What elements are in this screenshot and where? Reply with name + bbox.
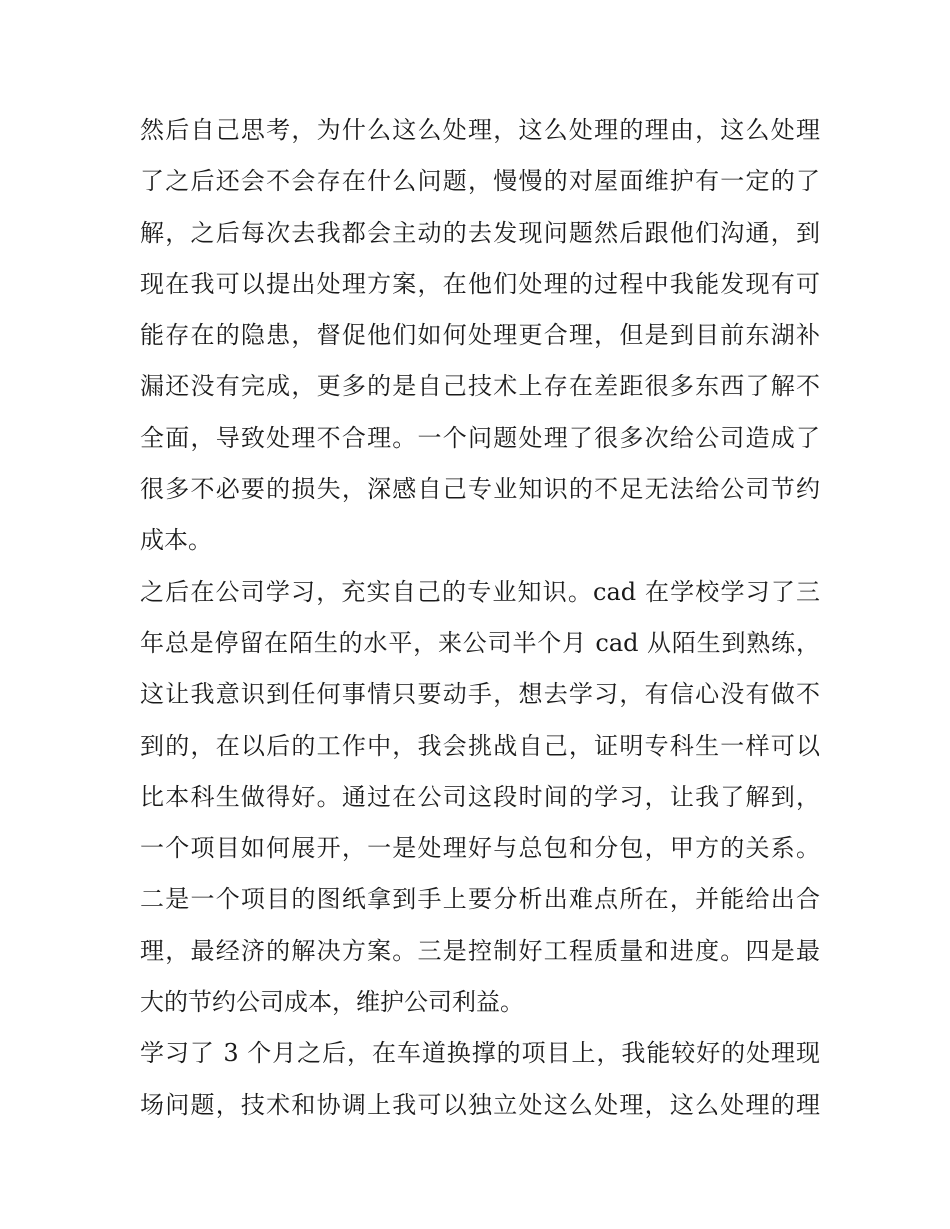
text-line: 比本科生做得好。通过在公司这段时间的学习，让我了解到， — [140, 782, 820, 811]
text-line: 这让我意识到任何事情只要动手，想去学习，有信心没有做不 — [140, 680, 820, 709]
paragraph-1 — [140, 108, 820, 570]
text-line: 全面，导致处理不合理。一个问题处理了很多次给公司造成了 — [140, 423, 820, 452]
text-line: 现在我可以提出处理方案，在他们处理的过程中我能发现有可 — [140, 269, 820, 298]
text-line: 漏还没有完成，更多的是自己技术上存在差距很多东西了解不 — [140, 372, 820, 401]
text-line: 场问题，技术和协调上我可以独立处这么处理，这么处理的理 — [140, 1090, 820, 1119]
text-line: 能存在的隐患，督促他们如何处理更合理，但是到目前东湖补 — [140, 321, 820, 350]
text-line: 年总是停留在陌生的水平，来公司半个月 cad 从陌生到熟练， — [140, 628, 820, 657]
paragraph-3 — [140, 1031, 820, 1134]
text-line: 很多不必要的损失，深感自己专业知识的不足无法给公司节约 — [140, 475, 820, 504]
text-line: 然后自己思考，为什么这么处理，这么处理的理由，这么处理 — [140, 116, 820, 144]
text-line: 二是一个项目的图纸拿到手上要分析出难点所在，并能给出合 — [140, 885, 820, 914]
text-line: 了之后还会不会存在什么问题，慢慢的对屋面维护有一定的了 — [140, 167, 820, 196]
text-line: 成本。 — [140, 526, 212, 555]
document-body — [140, 108, 820, 1134]
text-line: 到的，在以后的工作中，我会挑战自己，证明专科生一样可以 — [140, 731, 820, 760]
text-line: 解，之后每次去我都会主动的去发现问题然后跟他们沟通，到 — [140, 218, 820, 247]
paragraph-2 — [140, 570, 820, 1032]
text-line: 理，最经济的解决方案。三是控制好工程质量和进度。四是最 — [140, 936, 820, 965]
text-line: 学习了 3 个月之后，在车道换撑的项目上，我能较好的处理现 — [140, 1039, 820, 1068]
text-line: 之后在公司学习，充实自己的专业知识。cad 在学校学习了三 — [140, 577, 820, 606]
text-line: 一个项目如何展开，一是处理好与总包和分包，甲方的关系。 — [140, 834, 820, 863]
text-line: 大的节约公司成本，维护公司利益。 — [140, 988, 524, 1017]
